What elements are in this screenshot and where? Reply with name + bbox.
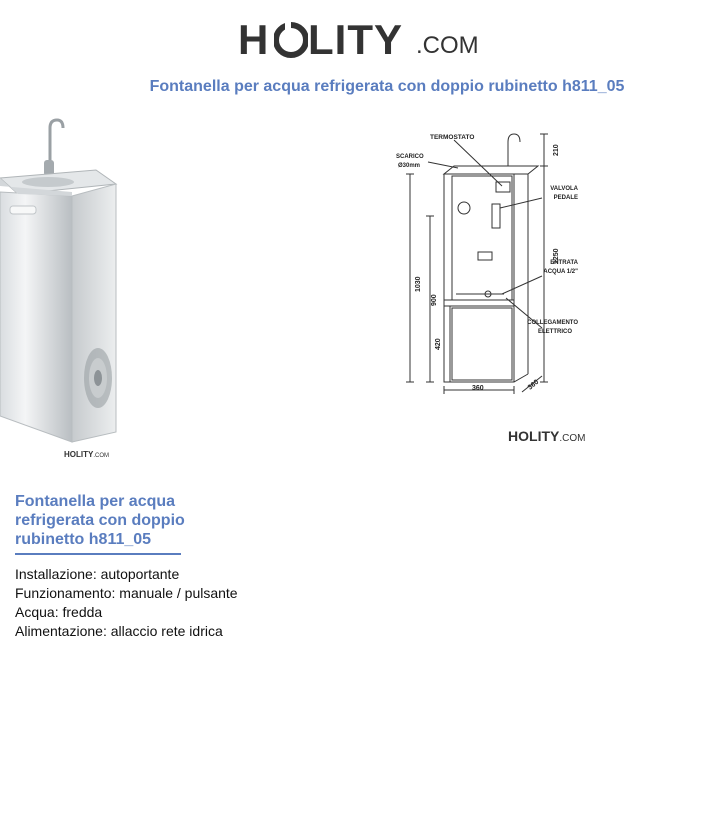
page-title: Fontanella per acqua refrigerata con doppio rubinetto h811_05 <box>149 78 625 95</box>
drawing-brand-logo: HOLITY.COM <box>508 428 586 444</box>
dim-210: 210 <box>553 144 560 156</box>
label-scarico: SCARICO <box>396 154 424 160</box>
label-elettrico: ELETTRICO <box>538 329 572 335</box>
label-scarico-size: Ø30mm <box>398 163 421 169</box>
label-termostato: TERMOSTATO <box>430 134 475 141</box>
photo-brand-logo: HOLITY.COM <box>64 450 110 459</box>
brand-name-end: LITY <box>308 16 403 63</box>
dim-1030: 1030 <box>415 276 422 292</box>
spec-item: Acqua: fredda <box>15 604 103 620</box>
label-entrata: ENTRATA <box>550 260 578 266</box>
label-acqua: ACQUA 1/2" <box>543 269 578 275</box>
spec-item: Installazione: autoportante <box>15 566 180 582</box>
section-divider <box>15 553 181 555</box>
logo-circle-icon <box>274 22 308 58</box>
product-photo <box>0 116 122 448</box>
technical-drawing <box>392 128 578 398</box>
spec-item: Alimentazione: allaccio rete idrica <box>15 623 223 639</box>
spec-item: Funzionamento: manuale / pulsante <box>15 585 238 601</box>
label-valvola: VALVOLA <box>550 186 578 192</box>
brand-name-start: H <box>238 16 270 63</box>
label-collegamento: COLLEGAMENTO <box>527 320 578 326</box>
section-title: Fontanella per acqua refrigerata con doppio rubinetto h811_05 <box>15 493 185 548</box>
dim-depth: 360 <box>526 378 541 392</box>
dim-1250: 1250 <box>553 248 560 264</box>
dim-width: 360 <box>472 385 484 392</box>
dim-900: 900 <box>431 294 438 306</box>
brand-domain: .COM <box>416 32 479 59</box>
brand-logo <box>238 14 482 66</box>
dim-420: 420 <box>435 338 442 350</box>
spec-list <box>15 565 238 641</box>
label-pedale: PEDALE <box>553 195 578 201</box>
